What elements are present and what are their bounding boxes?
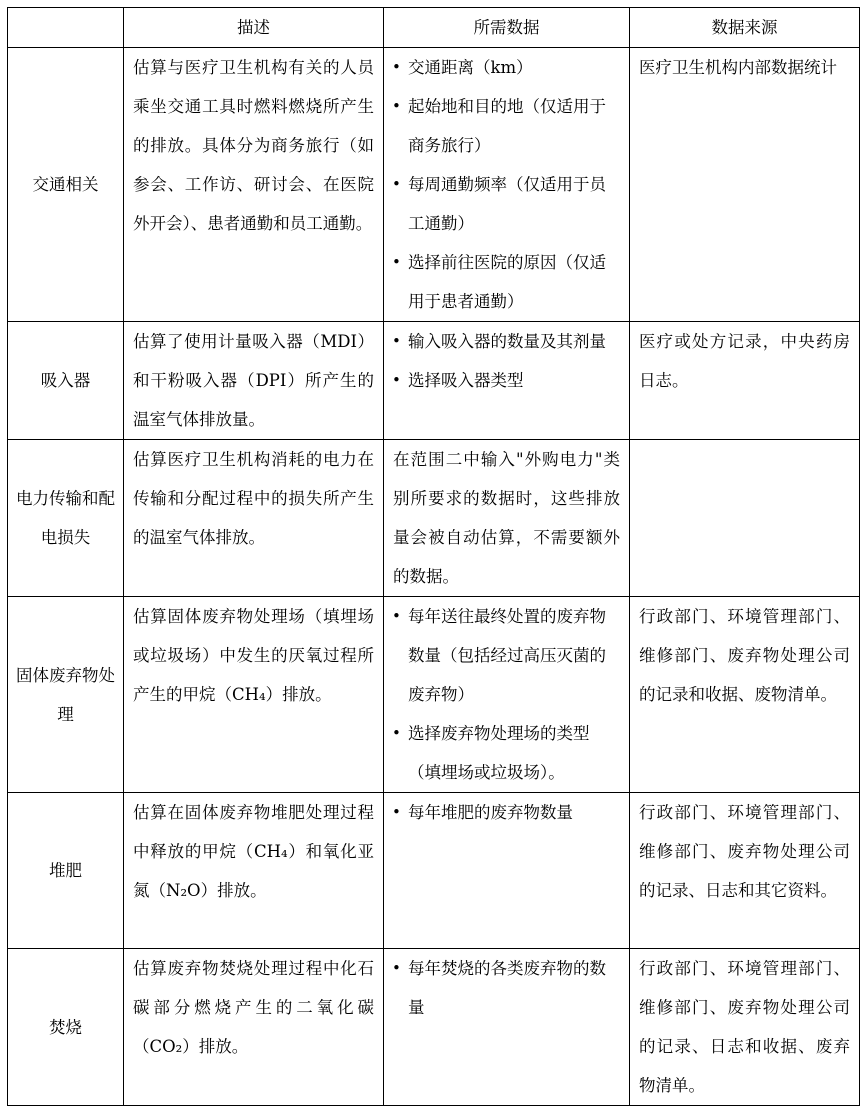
header-row bbox=[8, 8, 860, 48]
row-description: 估算医疗卫生机构消耗的电力在传输和分配过程中的损失所产生的温室气体排放。 bbox=[124, 440, 384, 597]
row-category: 交通相关 bbox=[8, 48, 124, 322]
table-row bbox=[8, 322, 860, 440]
required-data-list bbox=[393, 793, 620, 832]
row-data-source: 行政部门、环境管理部门、维修部门、废弃物处理公司的记录、日志和其它资料。 bbox=[630, 793, 860, 949]
row-category: 焚烧 bbox=[8, 949, 124, 1106]
list-item: • 选择前往医院的原因（仅适用于患者通勤） bbox=[393, 243, 620, 321]
row-required-data bbox=[384, 322, 630, 440]
row-data-source: 行政部门、环境管理部门、维修部门、废弃物处理公司的记录和收据、废物清单。 bbox=[630, 597, 860, 793]
row-required-data: 在范围二中输入"外购电力"类别所要求的数据时，这些排放量会被自动估算，不需要额外的数据。 bbox=[384, 440, 630, 597]
header-required-data: 所需数据 bbox=[384, 8, 630, 48]
row-description: 估算废弃物焚烧处理过程中化石碳部分燃烧产生的二氧化碳（CO₂）排放。 bbox=[124, 949, 384, 1106]
header-blank bbox=[8, 8, 124, 48]
table-row bbox=[8, 48, 860, 322]
table-row bbox=[8, 597, 860, 793]
row-required-data bbox=[384, 597, 630, 793]
row-required-data bbox=[384, 48, 630, 322]
row-data-source bbox=[630, 440, 860, 597]
list-item: • 选择吸入器类型 bbox=[393, 361, 620, 400]
row-description: 估算与医疗卫生机构有关的人员乘坐交通工具时燃料燃烧所产生的排放。具体分为商务旅行（如参会、工作访、研讨会、在医院外开会）、患者通勤和员工通勤。 bbox=[124, 48, 384, 322]
row-category: 电力传输和配电损失 bbox=[8, 440, 124, 597]
row-description: 估算固体废弃物处理场（填埋场或垃圾场）中发生的厌氧过程所产生的甲烷（CH₄）排放。 bbox=[124, 597, 384, 793]
row-data-source: 医疗或处方记录，中央药房日志。 bbox=[630, 322, 860, 440]
required-data-list bbox=[393, 597, 620, 792]
list-item: • 每年焚烧的各类废弃物的数量 bbox=[393, 949, 620, 1027]
list-item: • 起始地和目的地（仅适用于商务旅行） bbox=[393, 87, 620, 165]
header-data-source: 数据来源 bbox=[630, 8, 860, 48]
row-category: 固体废弃物处理 bbox=[8, 597, 124, 793]
row-required-data bbox=[384, 793, 630, 949]
row-description: 估算在固体废弃物堆肥处理过程中释放的甲烷（CH₄）和氧化亚氮（N₂O）排放。 bbox=[124, 793, 384, 949]
list-item: • 输入吸入器的数量及其剂量 bbox=[393, 322, 620, 361]
emissions-table bbox=[7, 7, 860, 1106]
list-item: • 交通距离（km） bbox=[393, 48, 620, 87]
table-row bbox=[8, 949, 860, 1106]
required-data-list bbox=[393, 949, 620, 1027]
list-item: • 每年送往最终处置的废弃物数量（包括经过高压灭菌的废弃物） bbox=[393, 597, 620, 714]
required-data-list bbox=[393, 322, 620, 400]
list-item: • 选择废弃物处理场的类型（填埋场或垃圾场）。 bbox=[393, 714, 620, 792]
row-description: 估算了使用计量吸入器（MDI）和干粉吸入器（DPI）所产生的温室气体排放量。 bbox=[124, 322, 384, 440]
list-item: • 每周通勤频率（仅适用于员工通勤） bbox=[393, 165, 620, 243]
row-data-source: 行政部门、环境管理部门、维修部门、废弃物处理公司的记录、日志和收据、废弃物清单。 bbox=[630, 949, 860, 1106]
required-data-list bbox=[393, 48, 620, 321]
table-row bbox=[8, 440, 860, 597]
row-required-data bbox=[384, 949, 630, 1106]
row-category: 堆肥 bbox=[8, 793, 124, 949]
list-item: • 每年堆肥的废弃物数量 bbox=[393, 793, 620, 832]
row-category: 吸入器 bbox=[8, 322, 124, 440]
header-description: 描述 bbox=[124, 8, 384, 48]
table-row bbox=[8, 793, 860, 949]
row-data-source: 医疗卫生机构内部数据统计 bbox=[630, 48, 860, 322]
